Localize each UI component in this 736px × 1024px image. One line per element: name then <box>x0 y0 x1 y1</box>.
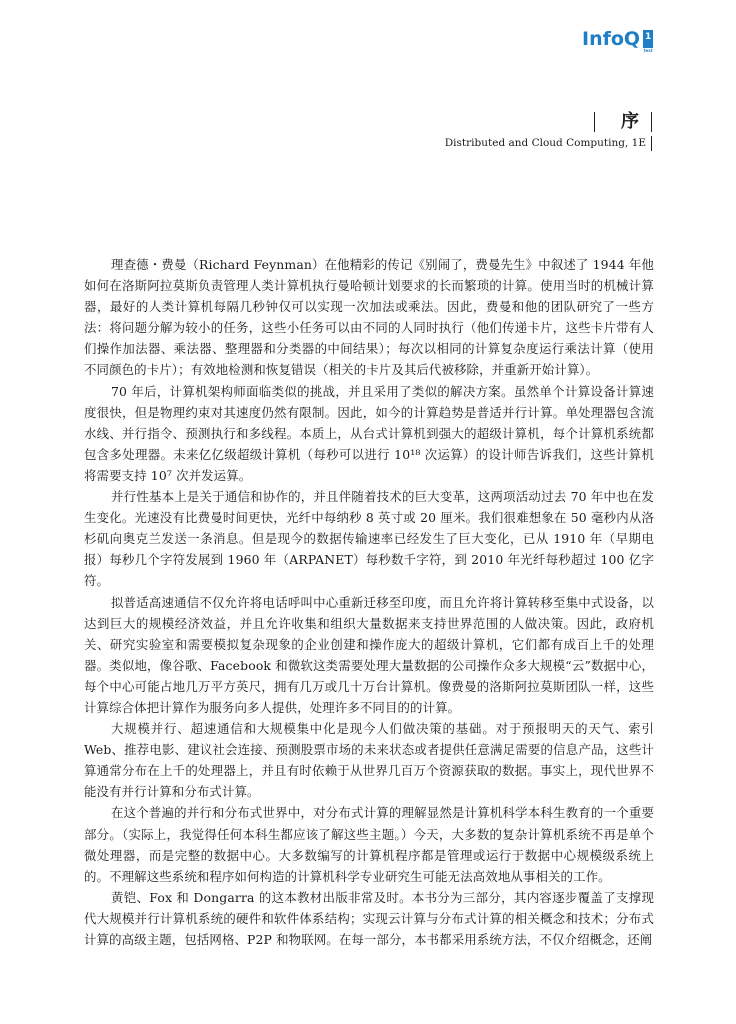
book-subtitle: Distributed and Cloud Computing, 1E <box>444 137 646 149</box>
header-divider-left <box>594 112 595 132</box>
subtitle-divider <box>651 136 652 151</box>
header-divider-right <box>651 112 652 132</box>
paragraph-6: 在这个普遍的并行和分布式世界中，对分布式计算的理解显然是计算机科学本科生教育的一个重要部分。（实际上，我觉得任何本科生都应该了解这些主题。）今天，大多数的复杂计算机系统不再是单个微处理器，而是完整的数据中心。大多数编写的计算机程序都是管理或运行于数据中心规模级系统上的。不理解这些系统和程序如何构造的计算机科学专业研究生可能无法高效地从事相关的工作。 <box>84 805 654 884</box>
paragraph-2: 70 年后，计算机架构师面临类似的挑战，并且采用了类似的解决方案。虽然单个计算设备计算速度很快，但是物理约束对其速度仍然有限制。因此，如今的计算趋势是普适并行计算。单处理器包含流水线、并行指令、预测执行和多线程。本质上，从台式计算机到强大的超级计算机，每个计算机系统都包含多处理器。未来亿亿级超级计算机（每秒可以进行 10¹⁸ 次运算）的设计师告诉我们，这些计算机将需要支持 10⁷ 次并发运算。 <box>84 383 654 483</box>
paragraph-1: 理查德・费曼（Richard Feynman）在他精彩的传记《别闹了，费曼先生》中叙述了 1944 年他如何在洛斯阿拉莫斯负责管理人类计算机执行曼哈顿计划要求的长而繁琐的计算。使用当时的机械计算器，最好的人类计算机每隔几秒钟仅可以实现一次加法或乘法。因此，费曼和他的团队研究了一些方法：将问题分解为较小的任务，这些小任务可以由不同的人同时执行（他们传递卡片，这些卡片带有人们操作加法器、乘法器、整理器和分类器的中间结果）；每次以相同的计算复杂度运行乘法计算（使用不同颜色的卡片）；有效地检测和恢复错误（相关的卡片及其后代被移除，并重新开始计算）。 <box>84 257 654 378</box>
paragraph-7: 黄铠、Fox 和 Dongarra 的这本教材出版非常及时。本书分为三部分，其内容逐步覆盖了支撑现代大规模并行计算机系统的硬件和软件体系结构；实现云计算与分布式计算的相关概念和技术；分布式计算的高级主题，包括网格、P2P 和物联网。在每一部分，本书都采用系统方法，不仅介绍概念，还阐 <box>84 889 654 947</box>
body-text <box>84 254 654 950</box>
paragraph-5: 大规模并行、超速通信和大规模集中化是现今人们做决策的基础。对于预报明天的天气、索引 Web、推荐电影、建议社会连接、预测股票市场的未来状态或者提供任意满足需要的信息产品，这些计算通常分布在上千的处理器上，并且有时依赖于从世界几百万个资源获取的数据。事实上，现代世界不能没有并行计算和分布式计算。 <box>84 721 654 800</box>
logo-badge-sub: test <box>643 48 653 53</box>
page-header <box>445 111 652 151</box>
logo-badge-number: 1 <box>644 32 652 42</box>
logo-text: InfoQ <box>582 28 641 50</box>
chapter-title: 序 <box>621 111 639 132</box>
infoq-logo <box>582 28 653 53</box>
logo-badge <box>643 30 653 53</box>
paragraph-3: 并行性基本上是关于通信和协作的，并且伴随着技术的巨大变革，这两项活动过去 70 年中也在发生变化。光速没有比费曼时间更快，光纤中每纳秒 8 英寸或 20 厘米。我们很难想象在 50 毫秒内从洛杉矶向奥克兰发送一条消息。但是现今的数据传输速率已经发生了巨大变化，已从 1910 年（早期电报）每秒几个字符发展到 1960 年（ARPANET）每秒数千字符，到 2010 年光纤每秒超过 100 亿字符。 <box>84 489 654 589</box>
paragraph-4: 拟普适高速通信不仅允许将电话呼叫中心重新迁移至印度，而且允许将计算转移至集中式设备，以达到巨大的规模经济效益，并且允许收集和组织大量数据来支持世界范围的人做决策。因此，政府机关、研究实验室和需要模拟复杂现象的企业创建和操作庞大的超级计算机，它们都有成百上千的处理器。类似地，像谷歌、Facebook 和微软这类需要处理大量数据的公司操作众多大规模“云”数据中心，每个中心可能占地几万平方英尺，拥有几万或几十万台计算机。像费曼的洛斯阿拉莫斯团队一样，这些计算综合体把计算作为服务向多人提供，处理许多不同目的的计算。 <box>84 594 654 715</box>
